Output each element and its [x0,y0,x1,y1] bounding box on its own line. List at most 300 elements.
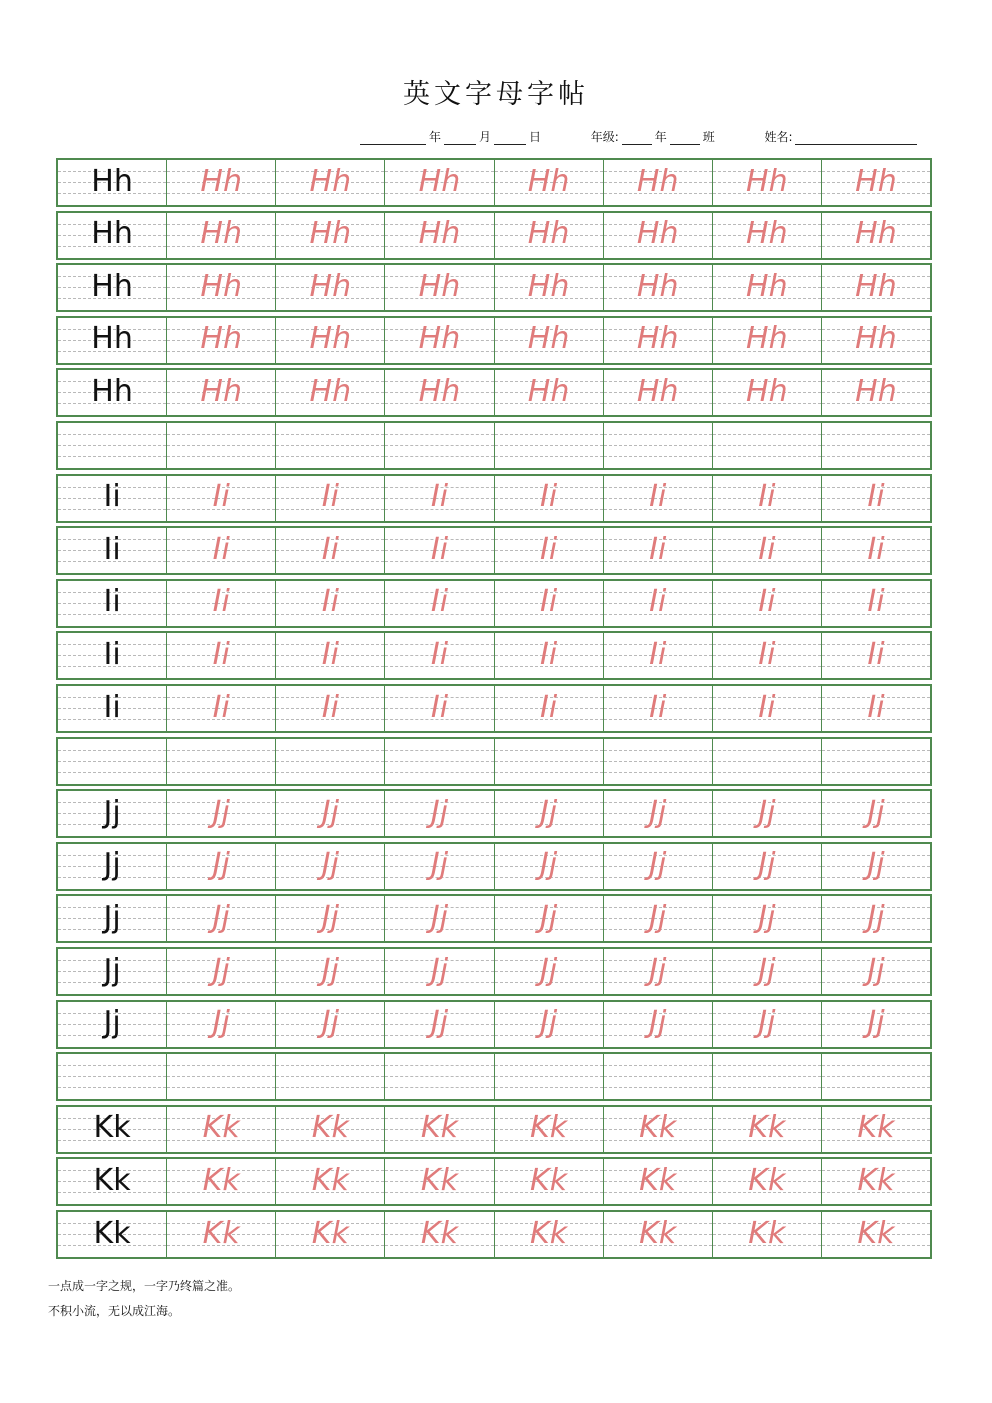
guide-line [495,1065,603,1066]
trace-letter: Kk [857,1215,895,1251]
trace-letter: Ii [649,636,667,672]
practice-cell[interactable] [713,1107,822,1152]
practice-cell[interactable] [167,160,276,205]
practice-cell[interactable] [276,265,385,310]
guide-line [713,1065,821,1066]
trace-letter: Jj [212,899,230,935]
trace-letter: Ii [649,584,667,620]
practice-cell[interactable] [604,633,713,678]
guide-line [385,456,493,457]
trace-letter: Ii [867,479,885,515]
trace-letter: Kk [311,1215,349,1251]
practice-cell[interactable] [604,844,713,889]
practice-cell[interactable] [385,1212,494,1257]
practice-cell[interactable] [604,1054,713,1099]
model-letter: Jj [103,794,121,830]
practice-cell[interactable] [495,423,604,468]
trace-letter: Jj [649,899,667,935]
trace-letter: Hh [636,163,679,199]
practice-cell[interactable] [713,1212,822,1257]
trace-letter: Ii [321,636,339,672]
practice-cell[interactable] [58,791,167,836]
practice-cell[interactable] [276,1107,385,1152]
trace-letter: Jj [758,899,776,935]
practice-cell[interactable] [385,423,494,468]
trace-letter: Kk [748,1215,786,1251]
guide-line [604,750,712,751]
practice-cell[interactable] [495,896,604,941]
practice-cell[interactable] [167,476,276,521]
practice-cell[interactable] [495,476,604,521]
trace-letter: Ii [539,479,558,515]
trace-letter: Hh [746,216,788,252]
practice-cell[interactable] [604,1107,713,1152]
trace-letter: Jj [758,794,776,830]
practice-cell[interactable] [276,213,385,258]
trace-letter: Jj [649,794,667,830]
trace-letter: Ii [649,479,667,515]
guide-line [385,1087,493,1088]
practice-cell[interactable] [276,581,385,626]
practice-row [56,474,932,523]
model-letter: Ii [103,584,121,620]
guide-line [822,1065,930,1066]
practice-cell[interactable] [58,160,167,205]
trace-letter: Ii [867,689,885,725]
practice-cell[interactable] [822,423,930,468]
trace-letter: Jj [867,952,885,988]
name-blank[interactable] [795,131,917,145]
practice-cell[interactable] [713,844,822,889]
practice-cell[interactable] [604,739,713,784]
practice-cell[interactable] [385,1002,494,1047]
practice-cell[interactable] [822,213,930,258]
footer-quote-2: 不积小流，无以成江海。 [48,1304,181,1318]
practice-cell[interactable] [495,791,604,836]
practice-cell[interactable] [58,476,167,521]
practice-cell[interactable] [58,1212,167,1257]
practice-cell[interactable] [495,1054,604,1099]
trace-letter: Ii [867,531,885,567]
practice-row [56,1000,932,1049]
practice-cell[interactable] [276,1159,385,1204]
practice-cell[interactable] [604,686,713,731]
practice-cell[interactable] [385,844,494,889]
footer-quote-1: 一点成一字之规，一字乃终篇之准。 [48,1279,241,1293]
practice-cell[interactable] [495,581,604,626]
practice-cell[interactable] [713,1002,822,1047]
trace-letter: Jj [649,847,667,883]
trace-letter: Ii [867,636,885,672]
practice-cell[interactable] [604,423,713,468]
trace-letter: Jj [321,1005,339,1041]
practice-cell[interactable] [604,896,713,941]
practice-cell[interactable] [713,265,822,310]
trace-letter: Hh [855,373,897,409]
practice-cell[interactable] [167,949,276,994]
day-blank[interactable] [494,131,526,145]
practice-cell[interactable] [385,318,494,363]
practice-cell[interactable] [604,265,713,310]
practice-cell[interactable] [276,844,385,889]
practice-cell[interactable] [58,1159,167,1204]
practice-cell[interactable] [276,1212,385,1257]
trace-letter: Jj [649,952,667,988]
trace-letter: Hh [309,373,352,409]
trace-letter: Jj [539,1005,558,1041]
practice-cell[interactable] [713,1159,822,1204]
practice-cell[interactable] [385,1054,494,1099]
guide-line [604,1065,712,1066]
model-letter: Hh [91,268,133,304]
trace-letter: Hh [527,373,570,409]
practice-cell[interactable] [385,739,494,784]
model-letter: Jj [103,952,121,988]
practice-cell[interactable] [713,476,822,521]
trace-letter: Jj [867,794,885,830]
practice-cell[interactable] [276,160,385,205]
practice-cell[interactable] [167,1212,276,1257]
practice-cell[interactable] [604,791,713,836]
practice-cell[interactable] [58,318,167,363]
practice-cell[interactable] [276,791,385,836]
month-blank[interactable] [444,131,476,145]
practice-cell[interactable] [276,686,385,731]
trace-letter: Hh [746,268,788,304]
guide-line [58,761,166,762]
practice-cell[interactable] [822,1002,930,1047]
practice-cell[interactable] [604,949,713,994]
grade-year-blank[interactable] [622,131,652,145]
practice-cell[interactable] [495,160,604,205]
trace-letter: Jj [758,1005,776,1041]
guide-line [604,1087,712,1088]
practice-cell[interactable] [713,370,822,415]
guide-line [167,445,275,446]
practice-cell[interactable] [58,686,167,731]
model-letter: Jj [103,847,121,883]
practice-cell[interactable] [822,581,930,626]
practice-cell[interactable] [822,160,930,205]
practice-cell[interactable] [58,1107,167,1152]
practice-cell[interactable] [385,265,494,310]
trace-letter: Hh [527,321,570,357]
trace-letter: Ii [649,531,667,567]
practice-cell[interactable] [167,265,276,310]
guide-line [713,445,821,446]
trace-letter: Kk [202,1162,240,1198]
guide-line [167,1087,275,1088]
practice-cell[interactable] [822,686,930,731]
trace-letter: Ii [430,636,449,672]
practice-cell[interactable] [495,1159,604,1204]
practice-cell[interactable] [713,949,822,994]
practice-cell[interactable] [385,160,494,205]
practice-cell[interactable] [58,633,167,678]
practice-cell[interactable] [822,949,930,994]
practice-cell[interactable] [276,739,385,784]
practice-cell[interactable] [713,318,822,363]
practice-cell[interactable] [713,213,822,258]
practice-cell[interactable] [276,1054,385,1099]
practice-cell[interactable] [58,370,167,415]
practice-cell[interactable] [58,528,167,573]
practice-cell[interactable] [604,1159,713,1204]
practice-cell[interactable] [276,1002,385,1047]
practice-cell[interactable] [385,581,494,626]
practice-cell[interactable] [822,633,930,678]
trace-letter: Hh [418,216,461,252]
practice-cell[interactable] [167,213,276,258]
practice-cell[interactable] [167,791,276,836]
practice-cell[interactable] [385,896,494,941]
practice-cell[interactable] [495,1212,604,1257]
practice-cell[interactable] [604,370,713,415]
practice-cell[interactable] [385,213,494,258]
trace-letter: Jj [539,899,558,935]
guide-line [604,772,712,773]
practice-cell[interactable] [604,581,713,626]
practice-cell[interactable] [822,370,930,415]
practice-cell[interactable] [495,528,604,573]
practice-cell[interactable] [58,1002,167,1047]
trace-letter: Kk [420,1162,458,1198]
practice-cell[interactable] [167,633,276,678]
trace-letter: Hh [527,163,570,199]
practice-row [56,1157,932,1206]
practice-cell[interactable] [167,318,276,363]
practice-cell[interactable] [604,213,713,258]
guide-line [604,434,712,435]
practice-cell[interactable] [58,423,167,468]
guide-line [276,1065,384,1066]
guide-line [385,1076,493,1077]
trace-letter: Ii [539,636,558,672]
practice-cell[interactable] [713,633,822,678]
guide-line [276,445,384,446]
practice-row [56,263,932,312]
guide-line [822,456,930,457]
practice-row [56,947,932,996]
trace-letter: Ii [758,689,776,725]
trace-letter: Hh [855,163,897,199]
practice-cell[interactable] [385,476,494,521]
practice-cell[interactable] [385,370,494,415]
practice-row [56,579,932,628]
practice-cell[interactable] [385,1107,494,1152]
trace-letter: Hh [309,216,352,252]
guide-line [385,761,493,762]
practice-cell[interactable] [167,528,276,573]
class-blank[interactable] [670,131,700,145]
practice-cell[interactable] [276,633,385,678]
practice-cell[interactable] [713,896,822,941]
practice-cell[interactable] [58,213,167,258]
trace-letter: Ii [867,584,885,620]
guide-line [276,456,384,457]
guide-line [276,434,384,435]
practice-cell[interactable] [495,213,604,258]
month-label: 月 [479,130,492,144]
practice-cell[interactable] [713,791,822,836]
name-label: 姓名: [764,130,793,144]
practice-cell[interactable] [713,423,822,468]
practice-cell[interactable] [713,1054,822,1099]
guide-line [167,772,275,773]
practice-cell[interactable] [385,528,494,573]
guide-line [713,761,821,762]
practice-cell[interactable] [604,528,713,573]
practice-cell[interactable] [495,686,604,731]
practice-cell[interactable] [167,370,276,415]
practice-cell[interactable] [385,1159,494,1204]
practice-cell[interactable] [822,1107,930,1152]
trace-letter: Kk [530,1215,568,1251]
practice-cell[interactable] [276,896,385,941]
practice-cell[interactable] [822,476,930,521]
guide-line [276,761,384,762]
practice-cell[interactable] [385,791,494,836]
practice-cell[interactable] [604,1212,713,1257]
trace-letter: Hh [200,321,242,357]
practice-cell[interactable] [604,1002,713,1047]
practice-cell[interactable] [495,1107,604,1152]
practice-cell[interactable] [167,844,276,889]
guide-line [385,434,493,435]
practice-cell[interactable] [495,265,604,310]
trace-letter: Jj [867,1005,885,1041]
practice-cell[interactable] [495,370,604,415]
practice-cell[interactable] [167,739,276,784]
practice-cell[interactable] [713,686,822,731]
practice-cell[interactable] [167,686,276,731]
practice-cell[interactable] [58,265,167,310]
practice-cell[interactable] [167,896,276,941]
practice-cell[interactable] [495,318,604,363]
trace-letter: Hh [309,268,352,304]
trace-letter: Hh [418,268,461,304]
practice-cell[interactable] [385,949,494,994]
trace-letter: Ii [212,531,230,567]
guide-line [167,750,275,751]
practice-cell[interactable] [495,844,604,889]
practice-cell[interactable] [713,739,822,784]
guide-line [495,772,603,773]
trace-letter: Hh [636,321,679,357]
practice-cell[interactable] [822,791,930,836]
trace-letter: Ii [321,689,339,725]
practice-cell[interactable] [713,581,822,626]
trace-letter: Hh [309,321,352,357]
practice-cell[interactable] [167,423,276,468]
guide-line [495,434,603,435]
practice-cell[interactable] [276,423,385,468]
class-label: 班 [702,130,715,144]
model-letter: Ii [103,689,121,725]
trace-letter: Ii [321,479,339,515]
guide-line [604,456,712,457]
guide-line [58,434,166,435]
practice-cell[interactable] [276,476,385,521]
practice-cell[interactable] [167,581,276,626]
info-line [360,128,917,150]
practice-cell[interactable] [167,1159,276,1204]
guide-line [495,750,603,751]
practice-cell[interactable] [604,476,713,521]
trace-letter: Jj [649,1005,667,1041]
guide-line [276,1076,384,1077]
practice-cell[interactable] [713,528,822,573]
practice-cell[interactable] [167,1107,276,1152]
practice-cell[interactable] [822,318,930,363]
trace-letter: Hh [418,163,461,199]
practice-cell[interactable] [713,160,822,205]
practice-cell[interactable] [385,686,494,731]
practice-cell[interactable] [495,949,604,994]
practice-cell[interactable] [58,1054,167,1099]
practice-row [56,684,932,733]
guide-line [713,1076,821,1077]
trace-letter: Jj [212,794,230,830]
practice-cell[interactable] [822,1159,930,1204]
trace-letter: Ii [212,584,230,620]
year-blank[interactable] [360,131,426,145]
practice-cell[interactable] [822,265,930,310]
practice-cell[interactable] [167,1002,276,1047]
practice-cell[interactable] [58,896,167,941]
practice-cell[interactable] [822,528,930,573]
trace-letter: Kk [420,1110,458,1146]
practice-cell[interactable] [822,844,930,889]
guide-line [58,445,166,446]
guide-line [604,761,712,762]
practice-cell[interactable] [276,528,385,573]
trace-letter: Ii [212,479,230,515]
practice-cell[interactable] [822,1054,930,1099]
practice-cell[interactable] [822,739,930,784]
practice-cell[interactable] [822,1212,930,1257]
practice-cell[interactable] [495,1002,604,1047]
practice-cell[interactable] [58,581,167,626]
practice-cell[interactable] [58,844,167,889]
guide-line [822,445,930,446]
model-letter: Ii [103,479,121,515]
trace-letter: Hh [200,216,242,252]
guide-line [822,434,930,435]
trace-letter: Kk [857,1162,895,1198]
practice-cell[interactable] [276,949,385,994]
guide-line [58,456,166,457]
practice-cell[interactable] [495,739,604,784]
practice-cell[interactable] [276,318,385,363]
model-letter: Hh [91,216,133,252]
guide-line [713,750,821,751]
practice-cell[interactable] [58,739,167,784]
practice-cell[interactable] [276,370,385,415]
practice-cell[interactable] [604,160,713,205]
practice-cell[interactable] [167,1054,276,1099]
practice-row [56,368,932,417]
practice-cell[interactable] [58,949,167,994]
practice-cell[interactable] [604,318,713,363]
day-label: 日 [529,130,542,144]
practice-cell[interactable] [822,896,930,941]
practice-cell[interactable] [495,633,604,678]
practice-cell[interactable] [385,633,494,678]
trace-letter: Kk [311,1162,349,1198]
guide-line [58,1076,166,1077]
guide-line [495,1076,603,1077]
